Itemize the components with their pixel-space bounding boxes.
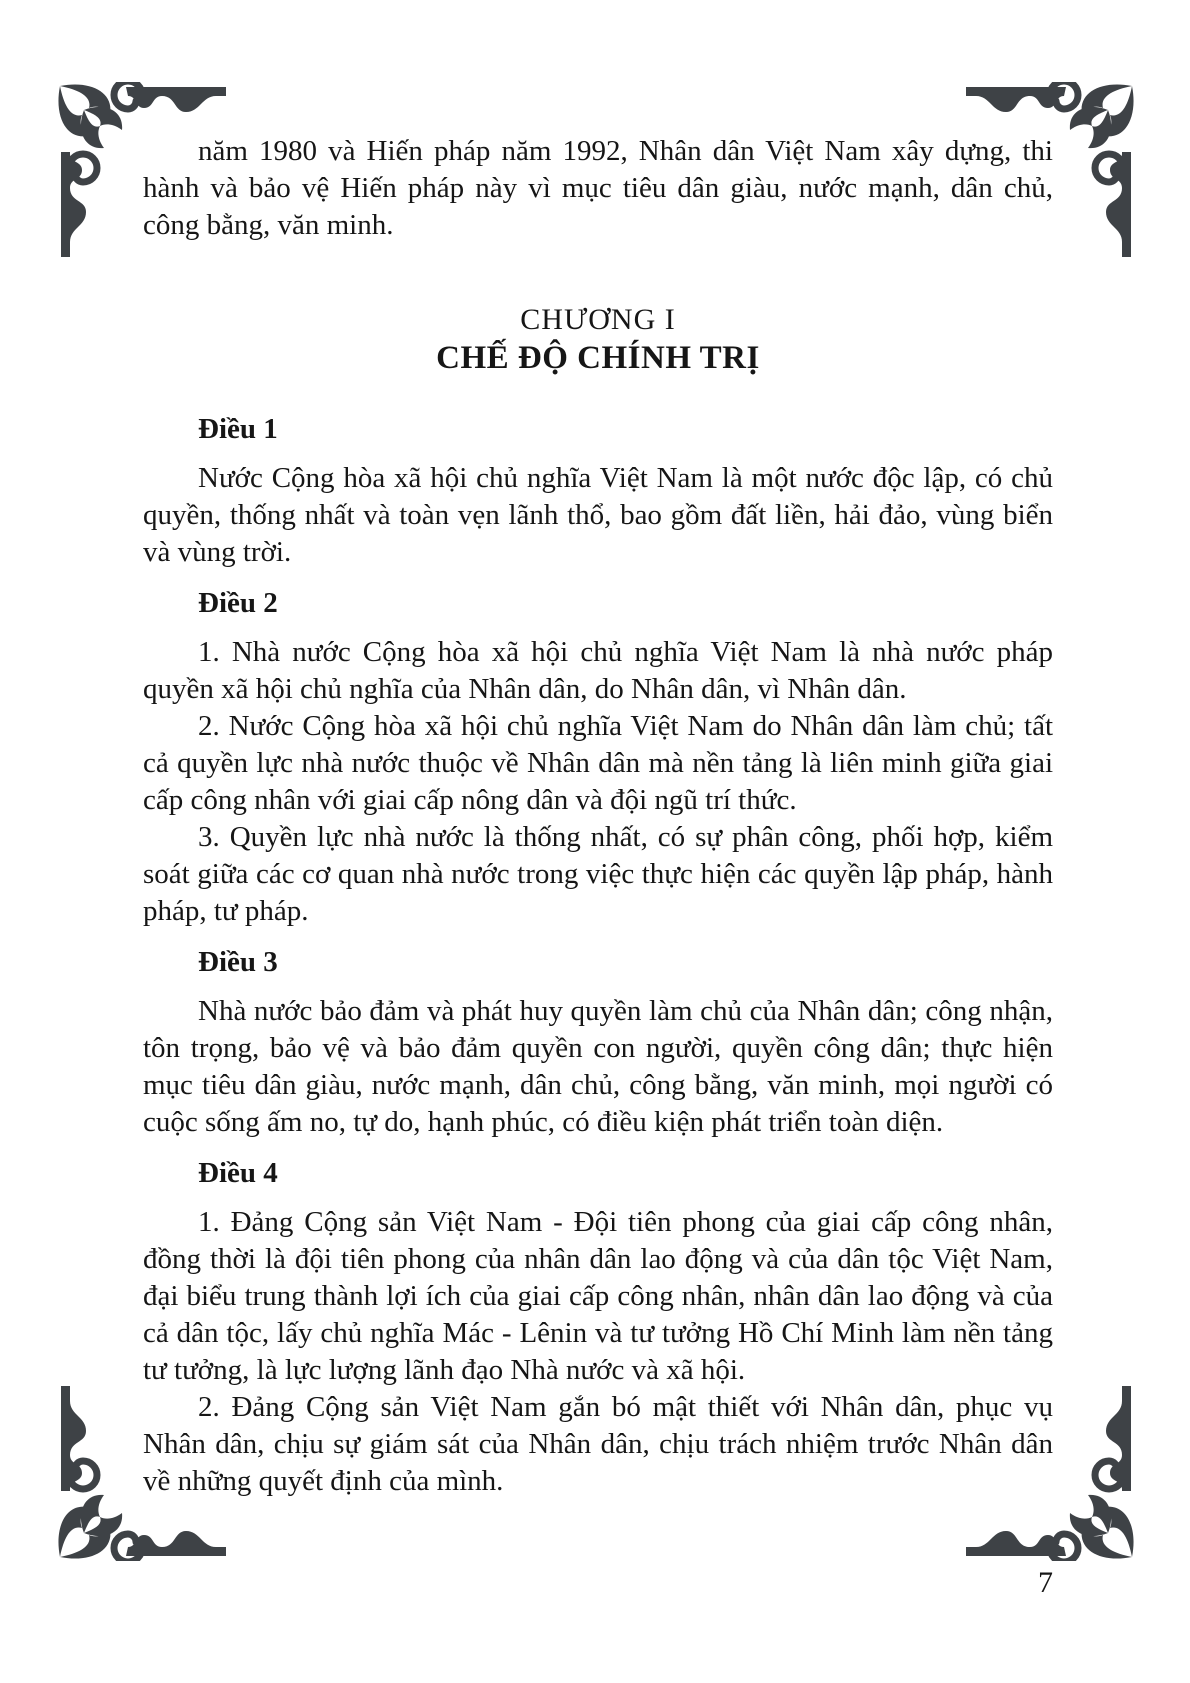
page-number: 7 xyxy=(1038,1566,1053,1599)
intro-paragraph: năm 1980 và Hiến pháp năm 1992, Nhân dân Việt Nam xây dựng, thi hành và bảo vệ Hiến pháp này vì mục tiêu dân giàu, nước mạnh, dân chủ, công bằng, văn minh. xyxy=(143,135,1053,241)
article-paragraphs xyxy=(143,1204,1053,1500)
article-paragraph: 1. Nhà nước Cộng hòa xã hội chủ nghĩa Việt Nam là nhà nước pháp quyền xã hội chủ nghĩa của Nhân dân, do Nhân dân, vì Nhân dân. xyxy=(143,636,1053,705)
article xyxy=(143,411,1053,571)
article xyxy=(143,585,1053,930)
article xyxy=(143,944,1053,1141)
article-paragraph: Nhà nước bảo đảm và phát huy quyền làm chủ của Nhân dân; công nhận, tôn trọng, bảo vệ và bảo đảm quyền con người, quyền công dân; thực hiện mục tiêu dân giàu, nước mạnh, dân chủ, công bằng, văn minh, mọi người có cuộc sống ấm no, tự do, hạnh phúc, có điều kiện phát triển toàn diện. xyxy=(143,995,1053,1138)
article-paragraphs xyxy=(143,634,1053,930)
article-heading: Điều 4 xyxy=(198,1157,278,1189)
article-heading: Điều 2 xyxy=(198,587,278,619)
article-heading: Điều 3 xyxy=(198,946,278,978)
chapter-title: CHẾ ĐỘ CHÍNH TRỊ xyxy=(436,340,760,376)
articles xyxy=(143,411,1053,1500)
article-paragraph: 2. Đảng Cộng sản Việt Nam gắn bó mật thiết với Nhân dân, phục vụ Nhân dân, chịu sự giám sát của Nhân dân, chịu trách nhiệm trước Nhân dân về những quyết định của mình. xyxy=(143,1391,1053,1497)
page-content xyxy=(143,0,1053,1500)
article-paragraph: 3. Quyền lực nhà nước là thống nhất, có sự phân công, phối hợp, kiểm soát giữa các cơ quan nhà nước trong việc thực hiện các quyền lập pháp, hành pháp, tư pháp. xyxy=(143,821,1053,927)
article-paragraphs xyxy=(143,460,1053,571)
article xyxy=(143,1155,1053,1500)
article-paragraph: 1. Đảng Cộng sản Việt Nam - Đội tiên phong của giai cấp công nhân, đồng thời là đội tiên phong của nhân dân lao động và của dân tộc Việt Nam, đại biểu trung thành lợi ích của giai cấp công nhân, nhân dân lao động và của cả dân tộc, lấy chủ nghĩa Mác - Lênin và tư tưởng Hồ Chí Minh làm nền tảng tư tưởng, là lực lượng lãnh đạo Nhà nước và xã hội. xyxy=(143,1206,1053,1386)
article-heading: Điều 1 xyxy=(198,413,278,445)
article-paragraph: Nước Cộng hòa xã hội chủ nghĩa Việt Nam là một nước độc lập, có chủ quyền, thống nhất và toàn vẹn lãnh thổ, bao gồm đất liền, hải đảo, vùng biển và vùng trời. xyxy=(143,462,1053,568)
article-paragraph: 2. Nước Cộng hòa xã hội chủ nghĩa Việt Nam do Nhân dân làm chủ; tất cả quyền lực nhà nước thuộc về Nhân dân mà nền tảng là liên minh giữa giai cấp công nhân với giai cấp nông dân và đội ngũ trí thức. xyxy=(143,710,1053,816)
chapter-label: CHƯƠNG I xyxy=(520,303,676,336)
article-paragraphs xyxy=(143,993,1053,1141)
